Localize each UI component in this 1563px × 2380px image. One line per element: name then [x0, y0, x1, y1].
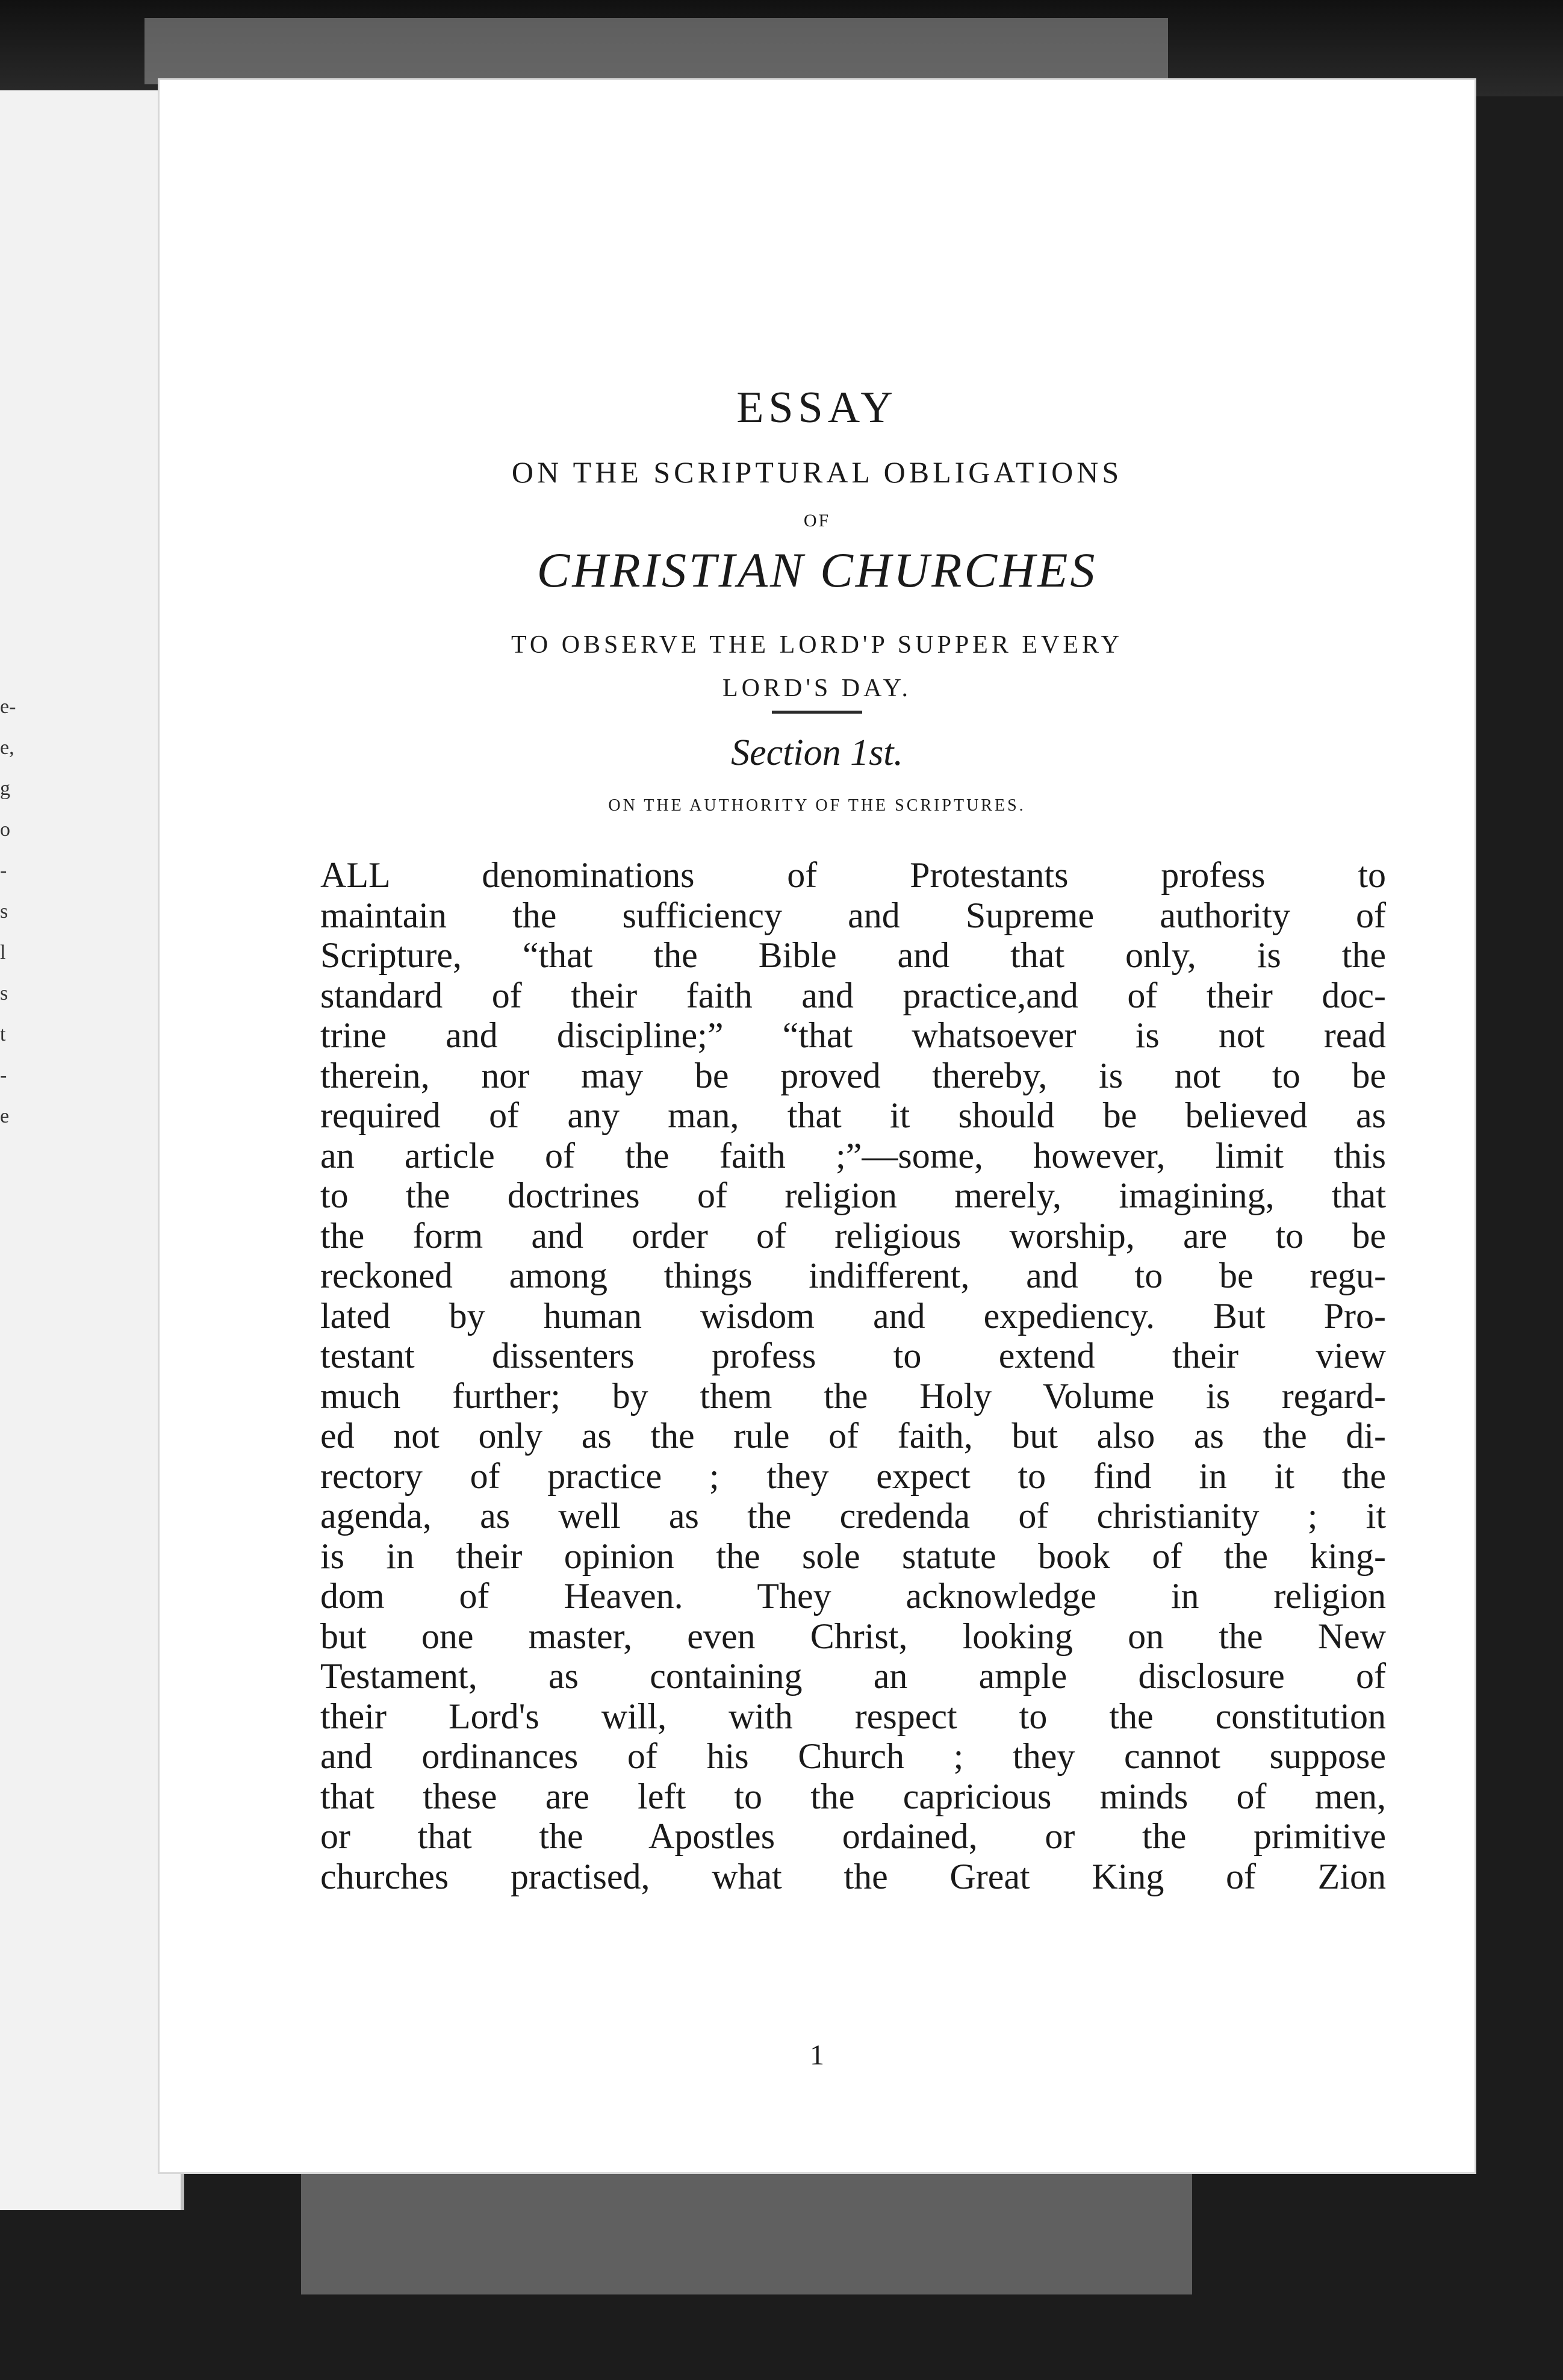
essay-title: ESSAY	[736, 383, 898, 432]
body-line: required of any man, that it should be believed as	[320, 1095, 1386, 1135]
body-line: reckoned among things indifferent, and to be regu-	[320, 1256, 1386, 1295]
body-line: agenda, as well as the credenda of christianity ; it	[320, 1496, 1386, 1536]
body-line: standard of their faith and practice,and of their doc-	[320, 975, 1386, 1015]
bottom-paper-edge	[301, 2174, 1192, 2294]
left-fragment: s	[0, 982, 8, 1005]
body-line: an article of the faith ;”—some, however, limit this	[320, 1135, 1386, 1176]
subtitle-block	[158, 623, 1476, 710]
page-content	[158, 78, 1476, 2174]
body-line: their Lord's will, with respect to the constitution	[320, 1696, 1386, 1736]
left-fragment: -	[0, 859, 7, 882]
body-line: the form and order of religious worship, are to be	[320, 1215, 1386, 1256]
body-line: ALL denominations of Protestants profess to	[320, 855, 1386, 895]
left-fragment: t	[0, 1023, 6, 1045]
page-number: 1	[810, 2039, 824, 2071]
body-line: testant dissenters profess to extend their view	[320, 1336, 1386, 1375]
body-line: Scripture, “that the Bible and that only, is the	[320, 935, 1386, 975]
body-line: maintain the sufficiency and Supreme authority of	[320, 895, 1386, 935]
subtitle-line-1: ON THE SCRIPTURAL OBLIGATIONS	[511, 455, 1123, 489]
body-line: that these are left to the capricious minds of men,	[320, 1776, 1386, 1816]
of-word: OF	[803, 511, 831, 531]
left-fragment: l	[0, 941, 6, 964]
divider-rule	[772, 711, 862, 714]
body-line: dom of Heaven. They acknowledge in religion	[320, 1576, 1386, 1616]
subtitle-line-2: TO OBSERVE THE LORD'P SUPPER EVERY	[511, 631, 1123, 659]
left-fragment: e	[0, 1105, 10, 1127]
body-line: trine and discipline;” “that whatsoever is not read	[320, 1015, 1386, 1055]
body-line: Testament, as containing an ample disclosure of	[320, 1656, 1386, 1696]
body-line: rectory of practice ; they expect to find in it the	[320, 1456, 1386, 1496]
body-line: to the doctrines of religion merely, imagining, that	[320, 1176, 1386, 1215]
body-line: lated by human wisdom and expediency. But Pro-	[320, 1295, 1386, 1336]
body-line: therein, nor may be proved thereby, is not to be	[320, 1055, 1386, 1095]
left-fragment: -	[0, 1064, 7, 1086]
left-page-text-fragments	[0, 687, 24, 1137]
subtitle-line-3: LORD'S DAY.	[722, 674, 912, 702]
left-fragment: e-	[0, 696, 16, 718]
body-line: or that the Apostles ordained, or the primitive	[320, 1816, 1386, 1856]
body-line: much further; by them the Holy Volume is regard-	[320, 1375, 1386, 1416]
body-line: is in their opinion the sole statute book of the king-	[320, 1536, 1386, 1576]
left-fragment: s	[0, 900, 8, 923]
left-fragment: o	[0, 818, 10, 841]
body-text	[320, 855, 1386, 1896]
churches-title: CHRISTIAN CHURCHES	[536, 543, 1098, 597]
left-fragment: g	[0, 777, 10, 800]
body-line: churches practised, what the Great King of Zion	[320, 1856, 1386, 1896]
left-page-edge	[0, 90, 184, 2210]
top-paper-edge	[144, 18, 1168, 84]
section-heading: Section 1st.	[731, 732, 903, 773]
section-subheading: ON THE AUTHORITY OF THE SCRIPTURES.	[608, 796, 1026, 815]
body-line: but one master, even Christ, looking on the New	[320, 1616, 1386, 1656]
body-line: and ordinances of his Church ; they cannot suppose	[320, 1736, 1386, 1776]
left-fragment: e,	[0, 737, 14, 759]
body-line: ed not only as the rule of faith, but also as the di-	[320, 1416, 1386, 1456]
document-page	[158, 78, 1476, 2174]
